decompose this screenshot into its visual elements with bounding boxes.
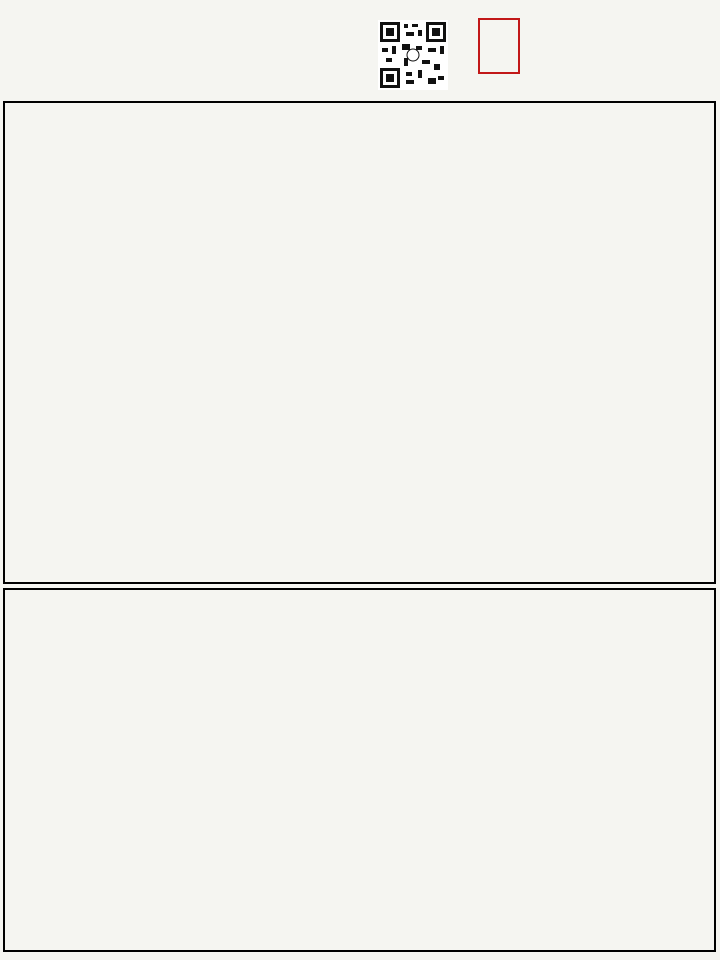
- chart-top: [3, 101, 716, 584]
- seal-logo: [478, 18, 520, 74]
- contact-line: [10, 40, 350, 57]
- annual-luck-grid: [3, 588, 716, 952]
- phone-email-line: [10, 74, 350, 91]
- qr-code-icon: [378, 20, 448, 90]
- address-line: [10, 57, 350, 74]
- header-info: [10, 6, 350, 91]
